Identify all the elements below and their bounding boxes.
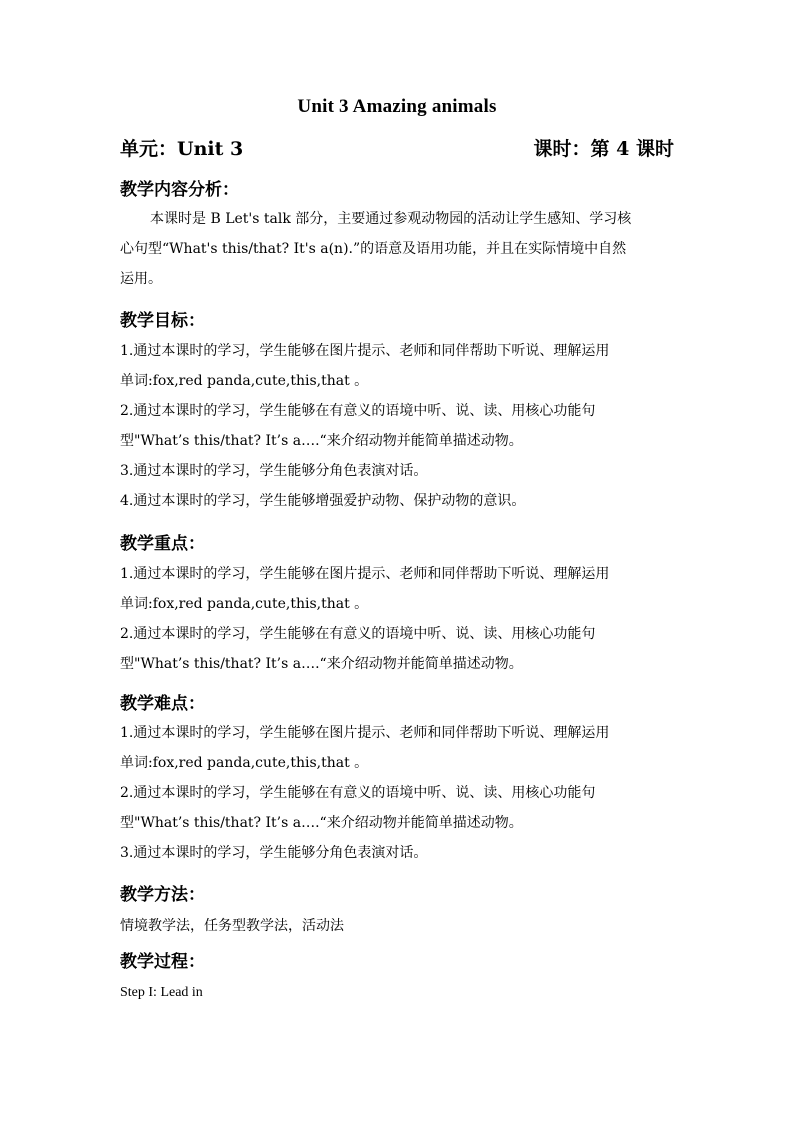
difficulty-line: 单词:fox,red panda,cute,this,that 。	[120, 755, 369, 771]
process-step: Step I: Lead in	[120, 985, 203, 1000]
difficulties-list	[120, 718, 676, 868]
difficulty-line: 1.通过本课时的学习，学生能够在图片提示、老师和同伴帮助下听说、理解运用	[120, 725, 610, 741]
document-title: Unit 3 Amazing animals	[297, 96, 497, 117]
content-analysis-line: 运用。	[120, 271, 162, 287]
key-point-line: 2.通过本课时的学习，学生能够在有意义的语境中听、说、读、用核心功能句	[120, 626, 596, 642]
objectives-heading: 教学目标：	[120, 311, 205, 331]
objectives-list	[120, 336, 676, 516]
content-analysis-line: 本课时是 B Let's talk 部分，主要通过参观动物园的活动让学生感知、学习核	[150, 211, 632, 227]
content-analysis-line: 心句型“What's this/that? It's a(n).”的语意及语用功能，并且在实际情境中自然	[120, 241, 627, 257]
key-point-line: 单词:fox,red panda,cute,this,that 。	[120, 596, 369, 612]
key-point-line: 型"What’s this/that? It’s a….“来介绍动物并能简单描述动物。	[120, 656, 523, 672]
unit-label: 单元：Unit 3	[120, 138, 244, 160]
objective-line: 3.通过本课时的学习，学生能够分角色表演对话。	[120, 463, 428, 479]
difficulty-line: 2.通过本课时的学习，学生能够在有意义的语境中听、说、读、用核心功能句	[120, 785, 596, 801]
objective-line: 单词:fox,red panda,cute,this,that 。	[120, 373, 369, 389]
methods-text: 情境教学法，任务型教学法，活动法	[120, 918, 344, 934]
content-analysis-paragraph	[120, 204, 676, 294]
key-point-line: 1.通过本课时的学习，学生能够在图片提示、老师和同伴帮助下听说、理解运用	[120, 566, 610, 582]
content-analysis-heading: 教学内容分析：	[120, 180, 239, 200]
methods-heading: 教学方法：	[120, 885, 205, 905]
process-heading: 教学过程：	[120, 952, 205, 972]
difficulty-line: 3.通过本课时的学习，学生能够分角色表演对话。	[120, 845, 428, 861]
objective-line: 2.通过本课时的学习，学生能够在有意义的语境中听、说、读、用核心功能句	[120, 403, 596, 419]
lesson-label: 课时：第 4 课时	[533, 138, 674, 160]
objective-line: 型"What’s this/that? It’s a….“来介绍动物并能简单描述动物。	[120, 433, 523, 449]
key-points-heading: 教学重点：	[120, 534, 205, 554]
objective-line: 4.通过本课时的学习，学生能够增强爱护动物、保护动物的意识。	[120, 493, 526, 509]
key-points-list	[120, 559, 676, 679]
unit-lesson-row	[120, 134, 674, 162]
difficulty-line: 型"What’s this/that? It’s a….“来介绍动物并能简单描述动物。	[120, 815, 523, 831]
difficulties-heading: 教学难点：	[120, 694, 205, 714]
objective-line: 1.通过本课时的学习，学生能够在图片提示、老师和同伴帮助下听说、理解运用	[120, 343, 610, 359]
